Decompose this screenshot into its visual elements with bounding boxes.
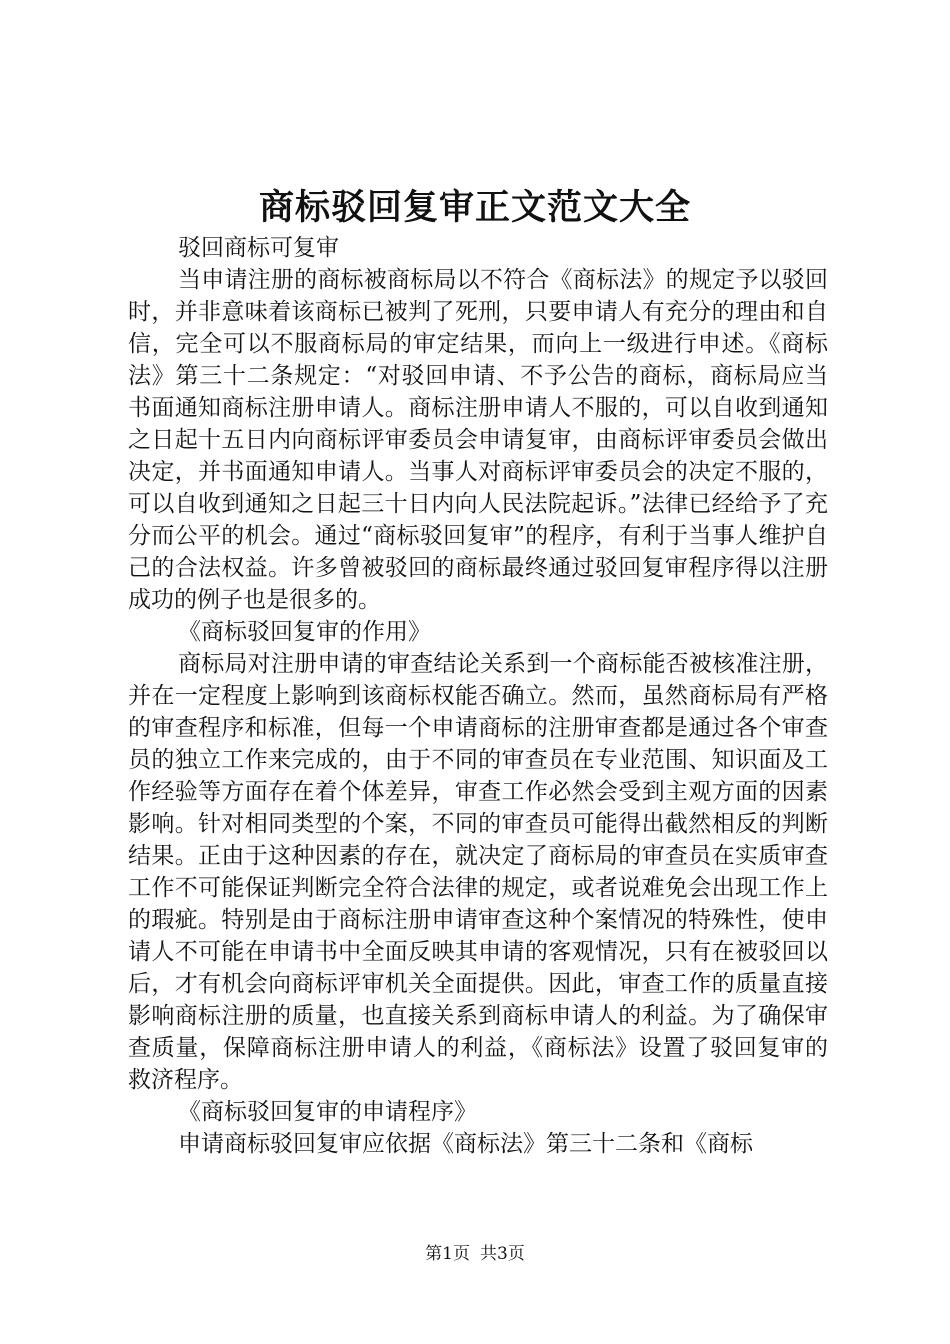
document-title: 商标驳回复审正文范文大全 <box>258 187 691 228</box>
paragraph-heading-1: 驳回商标可复审 <box>178 235 339 261</box>
document-body <box>128 232 828 1160</box>
paragraph: 申请商标驳回复审应依据《商标法》第三十二条和《商标 <box>178 1131 753 1157</box>
paragraph: 商标局对注册申请的审查结论关系到一个商标能否被核准注册，并在一定程度上影响到该商标权能否确立。然而，虽然商标局有严格的审查程序和标准，但每一个申请商标的注册审查都是通过各个审查员的独立工作来完成的，由于不同的审查员在专业范围、知识面及工作经验等方面存在着个体差异，审查工作必然会受到主观方面的因素影响。针对相同类型的个案，不同的审查员可能得出截然相反的判断结果。正由于这种因素的存在，就决定了商标局的审查员在实质审查工作不可能保证判断完全符合法律的规定，或者说难免会出现工作上的瑕疵。特别是由于商标注册申请审查这种个案情况的特殊性，使申请人不可能在申请书中全面反映其申请的客观情况，只有在被驳回以后，才有机会向商标评审机关全面提供。因此，审查工作的质量直接影响商标注册的质量，也直接关系到商标申请人的利益。为了确保审查质量，保障商标注册申请人的利益，《商标法》设置了驳回复审的救济程序。 <box>128 651 828 1093</box>
page-number: 第1页 <box>425 1244 470 1264</box>
page-total: 共3页 <box>480 1244 525 1264</box>
paragraph: 当申请注册的商标被商标局以不符合《商标法》的规定予以驳回时，并非意味着该商标已被判了死刑，只要申请人有充分的理由和自信，完全可以不服商标局的审定结果，而向上一级进行申述。《商标法》第三十二条规定：“对驳回申请、不予公告的商标，商标局应当书面通知商标注册申请人。商标注册申请人不服的，可以自收到通知之日起十五日内向商标评审委员会申请复审，由商标评审委员会做出决定，并书面通知申请人。当事人对商标评审委员会的决定不服的，可以自收到通知之日起三十日内向人民法院起诉。”法律已经给予了充分而公平的机会。通过“商标驳回复审”的程序，有利于当事人维护自己的合法权益。许多曾被驳回的商标最终通过驳回复审程序得以注册成功的例子也是很多的。 <box>128 267 828 613</box>
paragraph-heading-2: 《商标驳回复审的作用》 <box>178 619 431 645</box>
page-footer <box>0 1242 950 1266</box>
paragraph-heading-3: 《商标驳回复审的申请程序》 <box>178 1099 477 1125</box>
